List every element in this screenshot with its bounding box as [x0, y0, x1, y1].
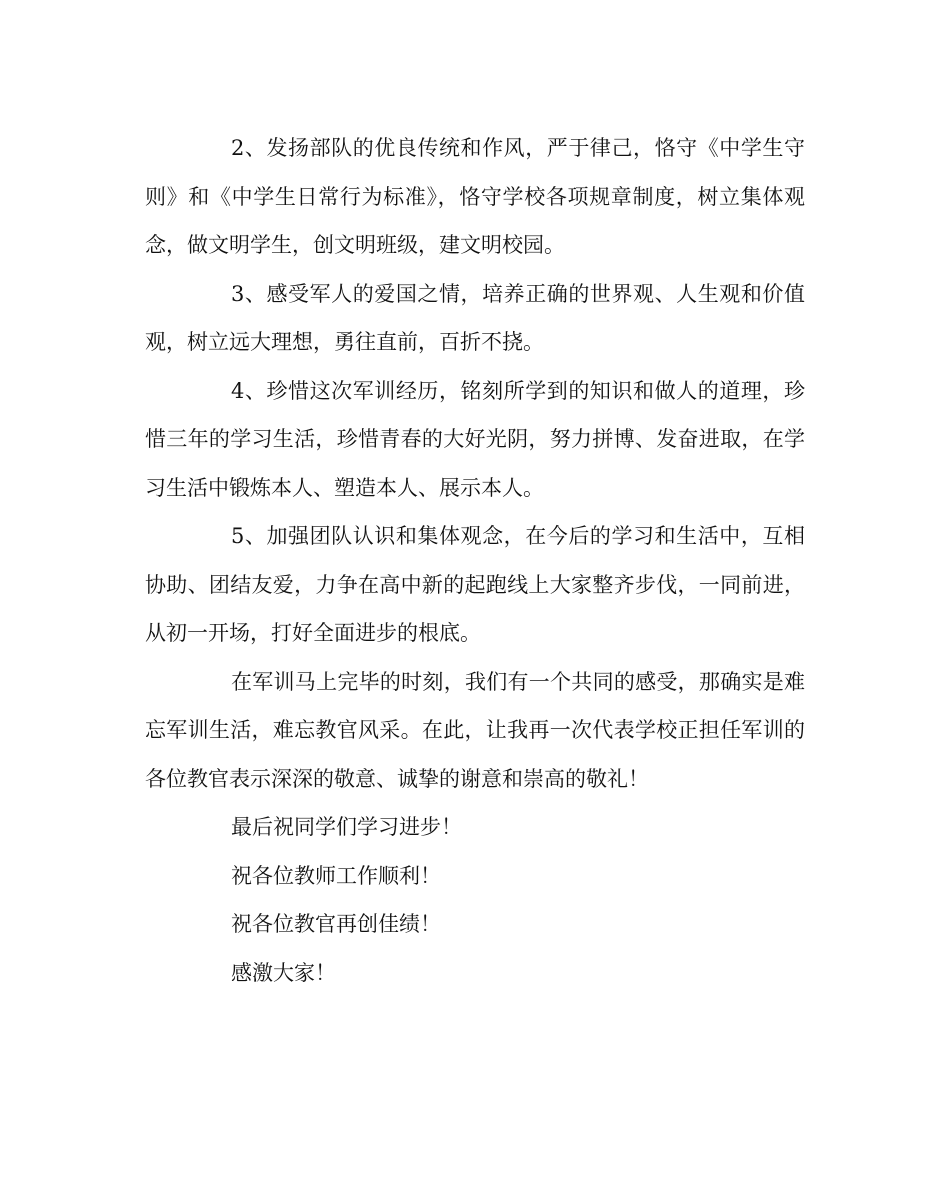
closing-wish-instructors: 祝各位教官再创佳绩！	[231, 912, 441, 936]
document-body	[145, 124, 805, 997]
paragraph-item-5: 5、加强团队认识和集体观念，在今后的学习和生活中，互相协助、团结友爱，力争在高中新的起跑线上大家整齐步伐，一同前进，从初一开场，打好全面进步的根底。	[145, 524, 805, 645]
paragraph-item-2: 2、发扬部队的优良传统和作风，严于律己，恪守《中学生守则》和《中学生日常行为标准》，恪守学校各项规章制度，树立集体观念，做文明学生，创文明班级，建文明校园。	[145, 136, 805, 257]
closing-wish-teachers: 祝各位教师工作顺利！	[231, 863, 441, 888]
closing-wish-students: 最后祝同学们学习进步！	[231, 815, 462, 839]
paragraph-thanks: 在军训马上完毕的时刻，我们有一个共同的感受，那确实是难忘军训生活，难忘教官风采。在此，让我再一次代表学校正担任军训的各位教官表示深深的敬意、诚挚的谢意和崇高的敬礼！	[145, 669, 805, 791]
closing-thanks: 感激大家！	[231, 960, 336, 985]
paragraph-item-4: 4、珍惜这次军训经历，铭刻所学到的知识和做人的道理，珍惜三年的学习生活，珍惜青春的大好光阴，努力拼博、发奋进取，在学习生活中锻炼本人、塑造本人、展示本人。	[145, 378, 805, 500]
paragraph-item-3: 3、感受军人的爱国之情，培养正确的世界观、人生观和价值观，树立远大理想，勇往直前，百折不挠。	[145, 281, 805, 354]
